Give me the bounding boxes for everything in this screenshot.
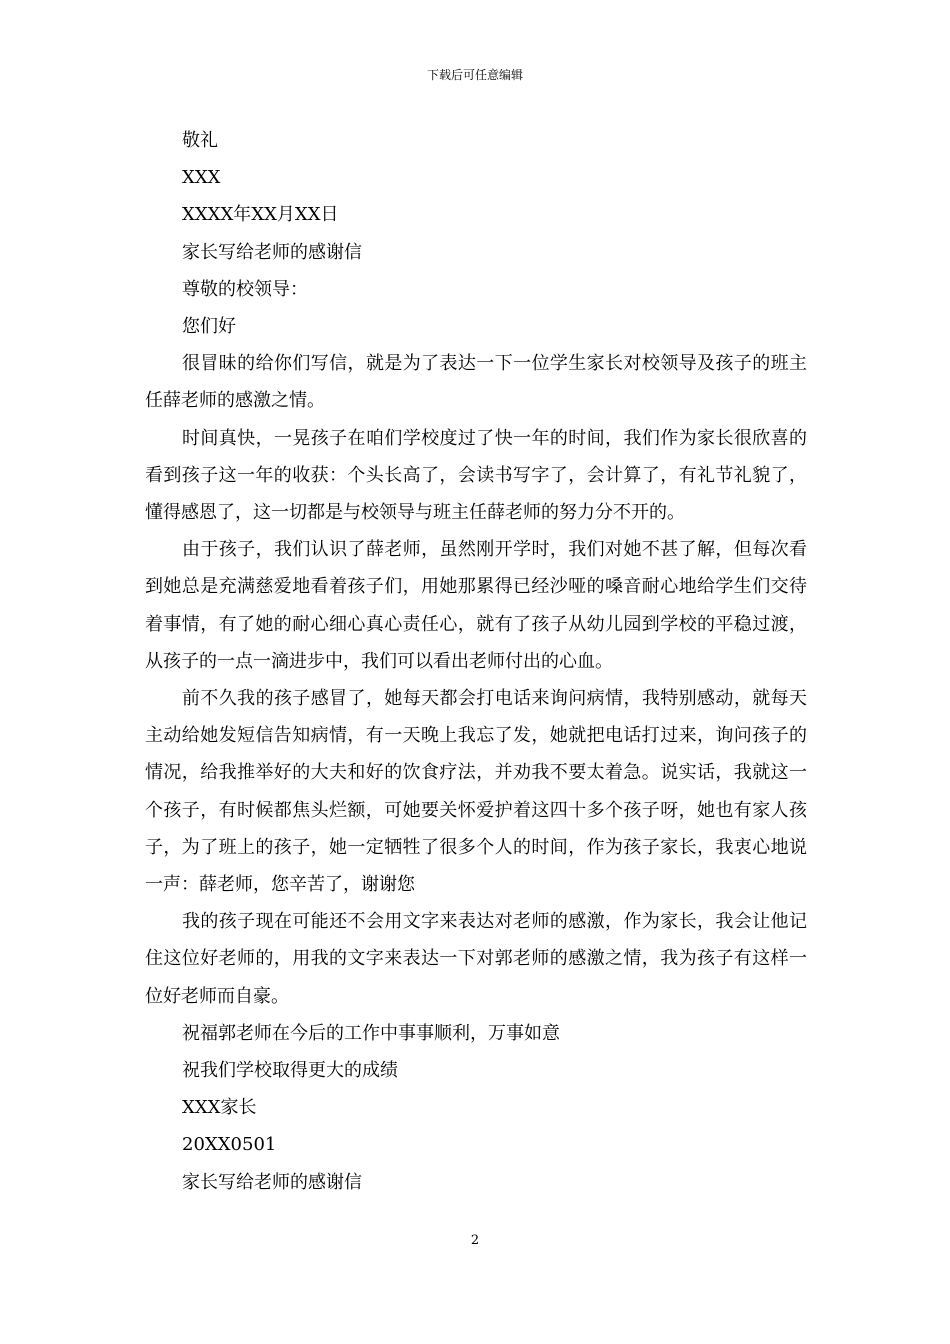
next-letter-title: 家长写给老师的感谢信 xyxy=(182,1171,362,1193)
body-paragraph: 时间真快，一晃孩子在咱们学校度过了快一年的时间，我们作为家长很欣喜的看到孩子这一年的收获：个头长高了，会读书写字了，会计算了，有礼节礼貌了，懂得感恩了，这一切都是与校领导与班主任薛老师的努力分不开的。 xyxy=(145,427,807,524)
body-paragraph: 前不久我的孩子感冒了，她每天都会打电话来询问病情，我特别感动，就每天主动给她发短信告知病情，有一天晚上我忘了发，她就把电话打过来，询问孩子的情况，给我推举好的大夫和好的饮食疗法，并劝我不要太着急。说实话，我就这一个孩子，有时候都焦头烂额，可她要关怀爱护着这四十多个孩子呀，她也有家人孩子，为了班上的孩子，她一定牺牲了很多个人的时间，作为孩子家长，我衷心地说一声：薛老师，您辛苦了，谢谢您 xyxy=(145,688,807,896)
signature-date: XXXX年XX月XX日 xyxy=(182,204,339,226)
closing-wish: 祝我们学校取得更大的成绩 xyxy=(182,1060,398,1082)
letter-title: 家长写给老师的感谢信 xyxy=(182,241,362,263)
signature-date: 20XX0501 xyxy=(182,1134,277,1156)
letter-salutation: 尊敬的校领导： xyxy=(182,278,308,300)
salutation-closing: 敬礼 xyxy=(182,130,218,151)
document-body xyxy=(145,122,807,1201)
signature-name: XXX xyxy=(182,167,221,189)
closing-wish: 祝福郭老师在今后的工作中事事顺利，万事如意 xyxy=(182,1022,560,1044)
body-paragraph: 由于孩子，我们认识了薛老师，虽然刚开学时，我们对她不甚了解，但每次看到她总是充满慈爱地看着孩子们，用她那累得已经沙哑的嗓音耐心地给学生们交待着事情，有了她的耐心细心真心责任心，就有了孩子从幼儿园到学校的平稳过渡，从孩子的一点一滴进步中，我们可以看出老师付出的心血。 xyxy=(145,539,807,672)
page-header: 下载后可任意编辑 xyxy=(426,68,523,82)
body-paragraph: 我的孩子现在可能还不会用文字来表达对老师的感激，作为家长，我会让他记住这位好老师的，用我的文字来表达一下对郭老师的感激之情，我为孩子有这样一位好老师而自豪。 xyxy=(145,911,807,1007)
body-paragraph: 很冒昧的给你们写信，就是为了表达一下一位学生家长对校领导及孩子的班主任薛老师的感激之情。 xyxy=(145,353,807,412)
page-number: 2 xyxy=(470,1233,480,1248)
letter-greeting: 您们好 xyxy=(182,316,236,338)
signature-name: XXX家长 xyxy=(182,1097,257,1119)
